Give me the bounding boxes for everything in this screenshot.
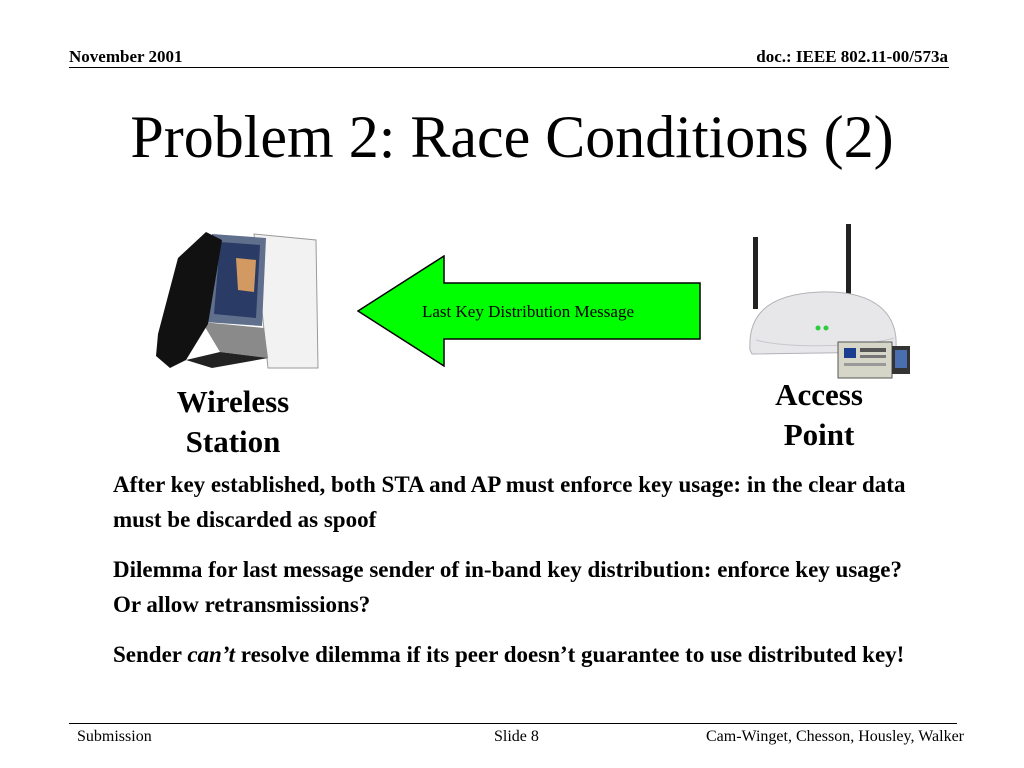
station-caption [160, 382, 306, 462]
bullet-3 [113, 637, 933, 672]
slide-body [113, 467, 933, 687]
slide-title: Problem 2: Race Conditions (2) [130, 104, 894, 170]
station-caption-line2: Station [185, 424, 281, 459]
arrow-label: Last Key Distribution Message [422, 302, 634, 321]
laptop-icon [150, 228, 322, 370]
access-point-caption [745, 375, 893, 455]
bullet-3-emphasis: can’t [187, 642, 236, 667]
footer-authors: Cam-Winget, Chesson, Housley, Walker [705, 728, 964, 745]
header-date: November 2001 [69, 47, 183, 66]
ap-caption-line2: Point [783, 417, 855, 452]
ap-caption-line1: Access [775, 377, 863, 412]
bullet-2: Dilemma for last message sender of in-band key distribution: enforce key usage? Or allow retransmissions? [113, 557, 903, 617]
bullet-3-start: Sender [113, 642, 188, 667]
footer-divider [69, 723, 957, 724]
footer-submission: Submission [77, 728, 152, 745]
station-caption-line1: Wireless [176, 384, 290, 419]
bullet-3-end: resolve dilemma if its peer doesn’t guarantee to use distributed key! [235, 642, 905, 667]
footer-slide-number: Slide 8 [494, 728, 539, 745]
header-divider [69, 67, 949, 68]
bullet-1: After key established, both STA and AP must enforce key usage: in the clear data must be discarded as spoof [113, 472, 906, 532]
header-doc-id: doc.: IEEE 802.11-00/573a [756, 47, 948, 66]
access-point-icon [740, 222, 920, 382]
